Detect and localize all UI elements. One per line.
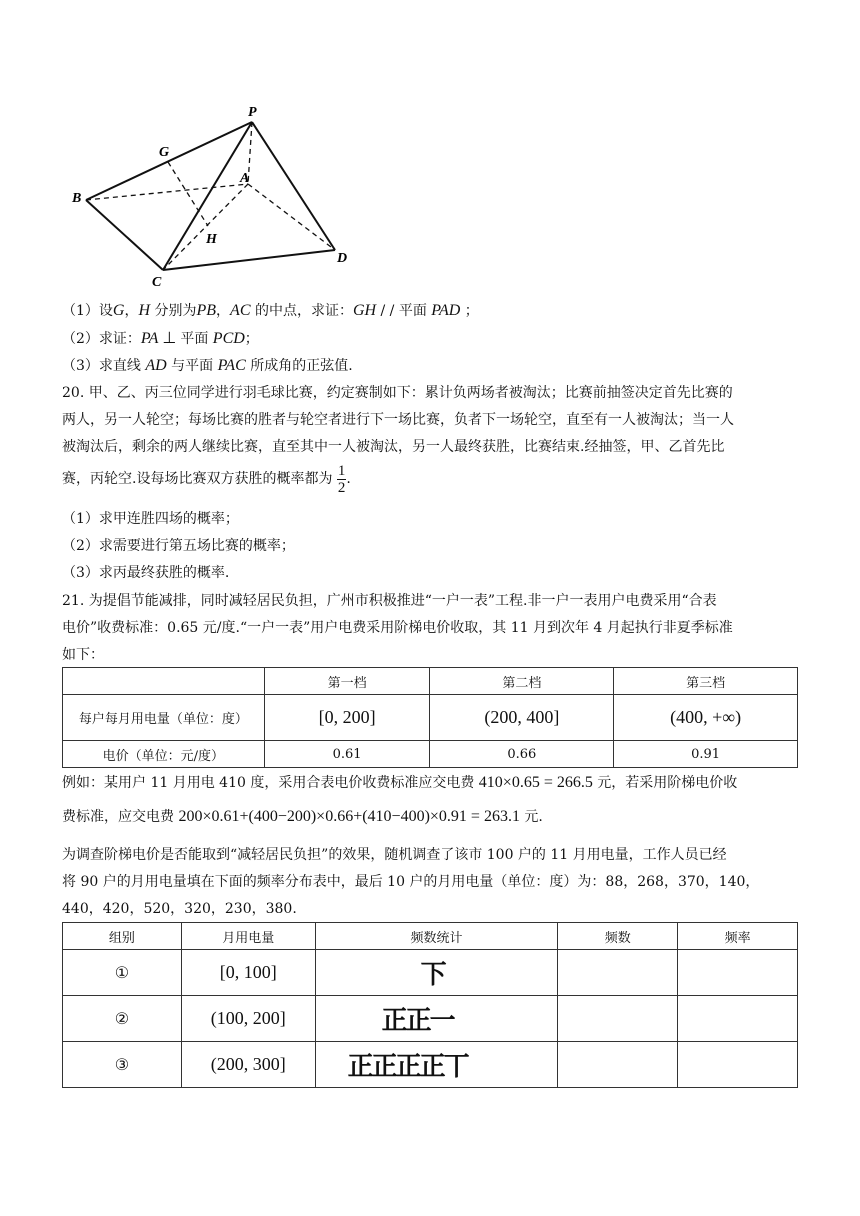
frequency-table — [62, 922, 798, 1088]
group-cell: ② — [63, 996, 182, 1042]
text: 例如：某用户 11 月用电 410 度，采用合表电价收费标准应交电费 — [62, 775, 479, 791]
freq-row — [63, 996, 798, 1042]
header-cell: 第三档 — [614, 668, 798, 695]
math: PCD — [212, 330, 245, 347]
q20-sub3: （3）求丙最终获胜的概率. — [62, 565, 230, 581]
edge-CD — [163, 250, 335, 270]
freq-row — [63, 950, 798, 996]
edge-AC — [163, 184, 248, 270]
math: PB — [196, 302, 217, 319]
count-cell[interactable] — [558, 996, 678, 1042]
text: ； — [244, 331, 259, 347]
text: ， — [216, 303, 231, 319]
q21-example-line2 — [62, 807, 543, 827]
group-cell: ① — [63, 950, 182, 996]
q20-sub2: （2）求需要进行第五场比赛的概率； — [62, 538, 295, 554]
text: 平面 — [180, 331, 213, 347]
text: . — [346, 471, 351, 487]
edge-PD — [252, 122, 335, 250]
label-D: D — [337, 251, 348, 266]
row-label: 每户每月用电量（单位：度） — [63, 695, 265, 741]
header-cell: 月用电量 — [181, 923, 315, 950]
range-cell: (200, 300] — [181, 1042, 315, 1088]
text: 所成角的正弦值. — [245, 358, 353, 374]
label-A: A — [240, 171, 250, 186]
header-cell: 组别 — [63, 923, 182, 950]
edge-BA — [86, 184, 248, 200]
tally-cell: 正正一 — [315, 996, 558, 1042]
q20-line2: 两人，另一人轮空；每场比赛的胜者与轮空者进行下一场比赛，负者下一场轮空，直至有一人被淘汰；当一人 — [62, 412, 734, 428]
q20-line3: 被淘汰后，剩余的两人继续比赛，直至其中一人被淘汰，另一人最终获胜，比赛结束.经抽签，甲、乙首先比 — [62, 439, 725, 455]
label-H: H — [206, 232, 217, 247]
tally-cell: 正正正正丅 — [315, 1042, 558, 1088]
pyramid-figure — [60, 100, 360, 295]
segment-GH — [168, 162, 208, 226]
math: G — [112, 302, 125, 319]
text: 元，若采用阶梯电价收 — [592, 775, 738, 791]
denominator: 2 — [337, 479, 346, 496]
text: 元. — [519, 809, 543, 825]
label-G: G — [159, 145, 170, 160]
frequency-cell[interactable] — [678, 1042, 798, 1088]
freq-row — [63, 1042, 798, 1088]
text: （2）求证： — [62, 331, 141, 347]
interval-cell: (400, +∞) — [614, 695, 798, 741]
q20-sub1: （1）求甲连胜四场的概率； — [62, 511, 239, 527]
text: 的中点，求证： — [250, 303, 353, 319]
range-cell: (100, 200] — [181, 996, 315, 1042]
tariff-price-row — [63, 741, 798, 768]
math: H — [138, 302, 151, 319]
text: 分别为 — [150, 303, 197, 319]
price-cell: 0.61 — [264, 741, 430, 768]
q19-part3 — [62, 356, 353, 376]
tally-cell: 下 — [315, 950, 558, 996]
text: 赛，丙轮空.设每场比赛双方获胜的概率都为 — [62, 471, 333, 487]
edge-PC — [163, 122, 252, 270]
frequency-cell[interactable] — [678, 996, 798, 1042]
header-cell: 频数统计 — [315, 923, 558, 950]
math: GH — [352, 302, 377, 319]
header-cell: 频数 — [558, 923, 678, 950]
math: 200×0.61+(400−200)×0.66+(410−400)×0.91 = 263.1 — [178, 808, 520, 825]
tariff-usage-row — [63, 695, 798, 741]
edge-AD — [248, 184, 335, 250]
text: ； — [460, 303, 479, 319]
numerator: 1 — [337, 462, 346, 479]
q21-line1: 21. 为提倡节能减排，同时减轻居民负担，广州市积极推进“一户一表”工程.非一户一表用户电费采用“合表 — [62, 593, 717, 609]
tariff-table — [62, 667, 798, 768]
math: 410×0.65 = 266.5 — [478, 774, 593, 791]
price-cell: 0.91 — [614, 741, 798, 768]
math: PAD — [431, 302, 461, 319]
range-cell: [0, 100] — [181, 950, 315, 996]
header-cell: 第二档 — [430, 668, 614, 695]
count-cell[interactable] — [558, 950, 678, 996]
q19-part1 — [62, 301, 479, 321]
q21-para-line1: 为调查阶梯电价是否能取到“减轻居民负担”的效果，随机调查了该市 100 户的 11 月用电量，工作人员已经 — [62, 847, 727, 863]
q19-part2 — [62, 329, 259, 349]
row-label: 电价（单位：元/度） — [63, 741, 265, 768]
header-cell: 频率 — [678, 923, 798, 950]
math: AD — [145, 357, 167, 374]
perp-symbol: ⊥ — [158, 330, 181, 347]
edge-BC — [86, 200, 163, 270]
fraction-one-half — [337, 463, 347, 496]
q21-para-line3: 440，420，520，320，230，380. — [62, 901, 297, 917]
price-cell: 0.66 — [430, 741, 614, 768]
math: AC — [230, 302, 251, 319]
label-P: P — [248, 105, 257, 120]
q21-line3: 如下： — [62, 647, 104, 663]
count-cell[interactable] — [558, 1042, 678, 1088]
group-cell: ③ — [63, 1042, 182, 1088]
edge-PB — [86, 122, 252, 200]
interval-cell: [0, 200] — [264, 695, 430, 741]
q21-para-line2: 将 90 户的月用电量填在下面的频率分布表中，最后 10 户的月用电量（单位：度）为：88，268，370，140， — [62, 874, 760, 890]
q20-line1: 20. 甲、乙、丙三位同学进行羽毛球比赛，约定赛制如下：累计负两场者被淘汰；比赛前抽签决定首先比赛的 — [62, 385, 733, 401]
text: / / 平面 — [376, 303, 432, 319]
label-B: B — [72, 191, 82, 206]
q20-line4 — [62, 462, 351, 496]
label-C: C — [152, 275, 162, 290]
tariff-header-row — [63, 668, 798, 695]
text: （3）求直线 — [62, 358, 146, 374]
q21-line2: 电价”收费标准：0.65 元/度.“一户一表”用户电费采用阶梯电价收取，其 11 月到次年 4 月起执行非夏季标准 — [62, 620, 733, 636]
header-cell: 第一档 — [264, 668, 430, 695]
header-cell — [63, 668, 265, 695]
q21-example-line1 — [62, 773, 737, 793]
math: PA — [140, 330, 159, 347]
text: ， — [124, 303, 139, 319]
freq-header-row — [63, 923, 798, 950]
text: （1）设 — [62, 303, 113, 319]
text: 费标准，应交电费 — [62, 809, 179, 825]
frequency-cell[interactable] — [678, 950, 798, 996]
math: PAC — [217, 357, 246, 374]
text: 与平面 — [166, 358, 218, 374]
interval-cell: (200, 400] — [430, 695, 614, 741]
